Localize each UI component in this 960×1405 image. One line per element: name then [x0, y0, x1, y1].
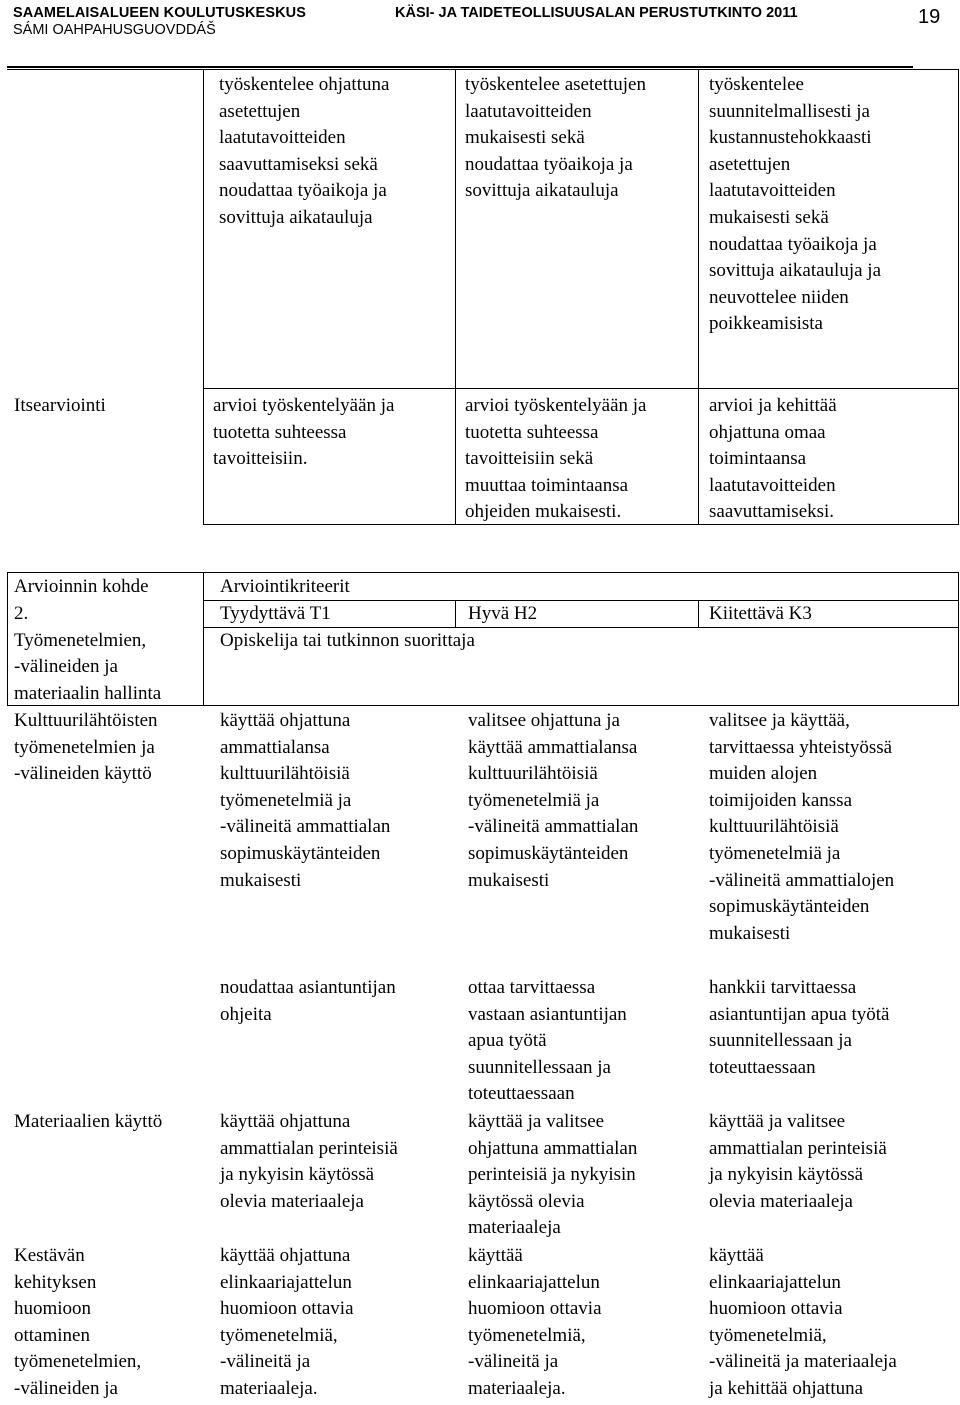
- criteria-k3-expert: hankkii tarvittaessa asiantuntijan apua työtä suunnitellessaan ja toteuttaessaan: [709, 977, 890, 1078]
- grade-t1-heading: Tyydyttävä T1: [220, 603, 331, 624]
- criteria-k3-self: arvioi ja kehittää ohjattuna omaa toimintaansa laatutavoitteiden saavuttamiseksi.: [709, 395, 837, 523]
- criteria-k3-sustainable: käyttää elinkaariajattelun huomioon ottavia työmenetelmiä, -välineitä ja materiaaleja ja kehittää ohjattuna: [709, 1245, 897, 1399]
- criteria-h2-work: työskentelee asetettujen laatutavoitteiden mukaisesti sekä noudattaa työaikoja ja sovittuja aikatauluja: [465, 74, 646, 202]
- column-divider: [698, 69, 699, 525]
- criteria-h2-materials: käyttää ja valitsee ohjattuna ammattialan perinteisiä ja nykyisin käytössä olevia materiaaleja: [468, 1111, 638, 1239]
- column-divider: [203, 69, 204, 525]
- section-title: 2. Työmenetelmien, -välineiden ja materiaalin hallinta: [14, 603, 162, 704]
- criteria-k3-traditional: valitsee ja käyttää, tarvittaessa yhteistyössä muiden alojen toimijoiden kanssa kulttuurilähtöisiä työmenetelmiä ja -välineitä ammattialojen sopimuskäytänteiden mukaisesti: [709, 710, 895, 944]
- table-border: [7, 69, 959, 70]
- criteria-t1-sustainable: käyttää ohjattuna elinkaariajattelun huomioon ottavia työmenetelmiä, -välineitä ja materiaaleja.: [220, 1245, 354, 1399]
- table-border: [958, 572, 959, 706]
- column-divider: [698, 600, 699, 628]
- criteria-k3-materials: käyttää ja valitsee ammattialan perinteisiä ja nykyisin käytössä olevia materiaaleja: [709, 1111, 887, 1212]
- criteria-t1-materials: käyttää ohjattuna ammattialan perinteisiä ja nykyisin käytössä olevia materiaaleja: [220, 1111, 398, 1212]
- page-header: [0, 0, 960, 66]
- table-border: [7, 572, 959, 573]
- organization-name-sami: SÁMI OAHPAHUSGUOVDDÁŠ: [13, 22, 216, 38]
- table-border: [7, 572, 8, 706]
- row-label-sustainable-development: Kestävän kehityksen huomioon ottaminen työmenetelmien, -välineiden ja: [14, 1245, 142, 1399]
- criteria-h2-traditional: valitsee ohjattuna ja käyttää ammattialansa kulttuurilähtöisiä työmenetelmiä ja -välineitä ammattialan sopimuskäytänteiden mukaisesti: [468, 710, 639, 891]
- qualification-title: KÄSI- JA TAIDETEOLLISUUSALAN PERUSTUTKINTO 2011: [395, 5, 798, 21]
- criteria-t1-traditional: käyttää ohjattuna ammattialansa kulttuurilähtöisiä työmenetelmiä ja -välineitä ammattialan sopimuskäytänteiden mukaisesti: [220, 710, 391, 891]
- criteria-h2-sustainable: käyttää elinkaariajattelun huomioon ottavia työmenetelmiä, -välineitä ja materiaaleja.: [468, 1245, 602, 1399]
- row-label-materials: Materiaalien käyttö: [14, 1111, 163, 1132]
- criteria-k3-work: työskentelee suunnitelmallisesti ja kustannustehokkaasti asetettujen laatutavoitteiden mukaisesti sekä noudattaa työaikoja ja sovittuja aikatauluja ja neuvottelee niiden poikkeamisista: [709, 74, 882, 335]
- grade-k3-heading: Kiitettävä K3: [709, 603, 812, 624]
- assessment-target-heading: Arvioinnin kohde: [14, 576, 149, 597]
- column-divider: [455, 69, 456, 525]
- criteria-t1-work: työskentelee ohjattuna asetettujen laatutavoitteiden saavuttamiseksi sekä noudattaa työaikoja ja sovittuja aikatauluja: [219, 74, 390, 228]
- table-border: [958, 69, 959, 525]
- criteria-h2-expert: ottaa tarvittaessa vastaan asiantuntijan apua työtä suunnitellessaan ja toteuttaessaan: [468, 977, 627, 1105]
- row-divider: [203, 388, 959, 389]
- criteria-h2-self: arvioi työskentelyään ja tuotetta suhteessa tavoitteisiin sekä muuttaa toimintaansa ohjeiden mukaisesti.: [465, 395, 647, 523]
- subject-line: Opiskelija tai tutkinnon suorittaja: [220, 630, 475, 651]
- criteria-t1-self: arvioi työskentelyään ja tuotetta suhteessa tavoitteisiin.: [213, 395, 395, 470]
- assessment-criteria-heading: Arviointikriteerit: [220, 576, 350, 597]
- organization-name: SAAMELAISALUEEN KOULUTUSKESKUS: [13, 5, 307, 21]
- row-label-traditional-methods: Kulttuurilähtöisten työmenetelmien ja -välineiden käyttö: [14, 710, 158, 785]
- row-label-self-assessment: Itsearviointi: [14, 395, 106, 416]
- grade-h2-heading: Hyvä H2: [468, 603, 538, 624]
- column-divider: [455, 600, 456, 628]
- column-divider: [203, 572, 204, 706]
- page-number: 19: [918, 6, 941, 28]
- criteria-t1-expert: noudattaa asiantuntijan ohjeita: [220, 977, 396, 1025]
- header-rule: [7, 66, 913, 68]
